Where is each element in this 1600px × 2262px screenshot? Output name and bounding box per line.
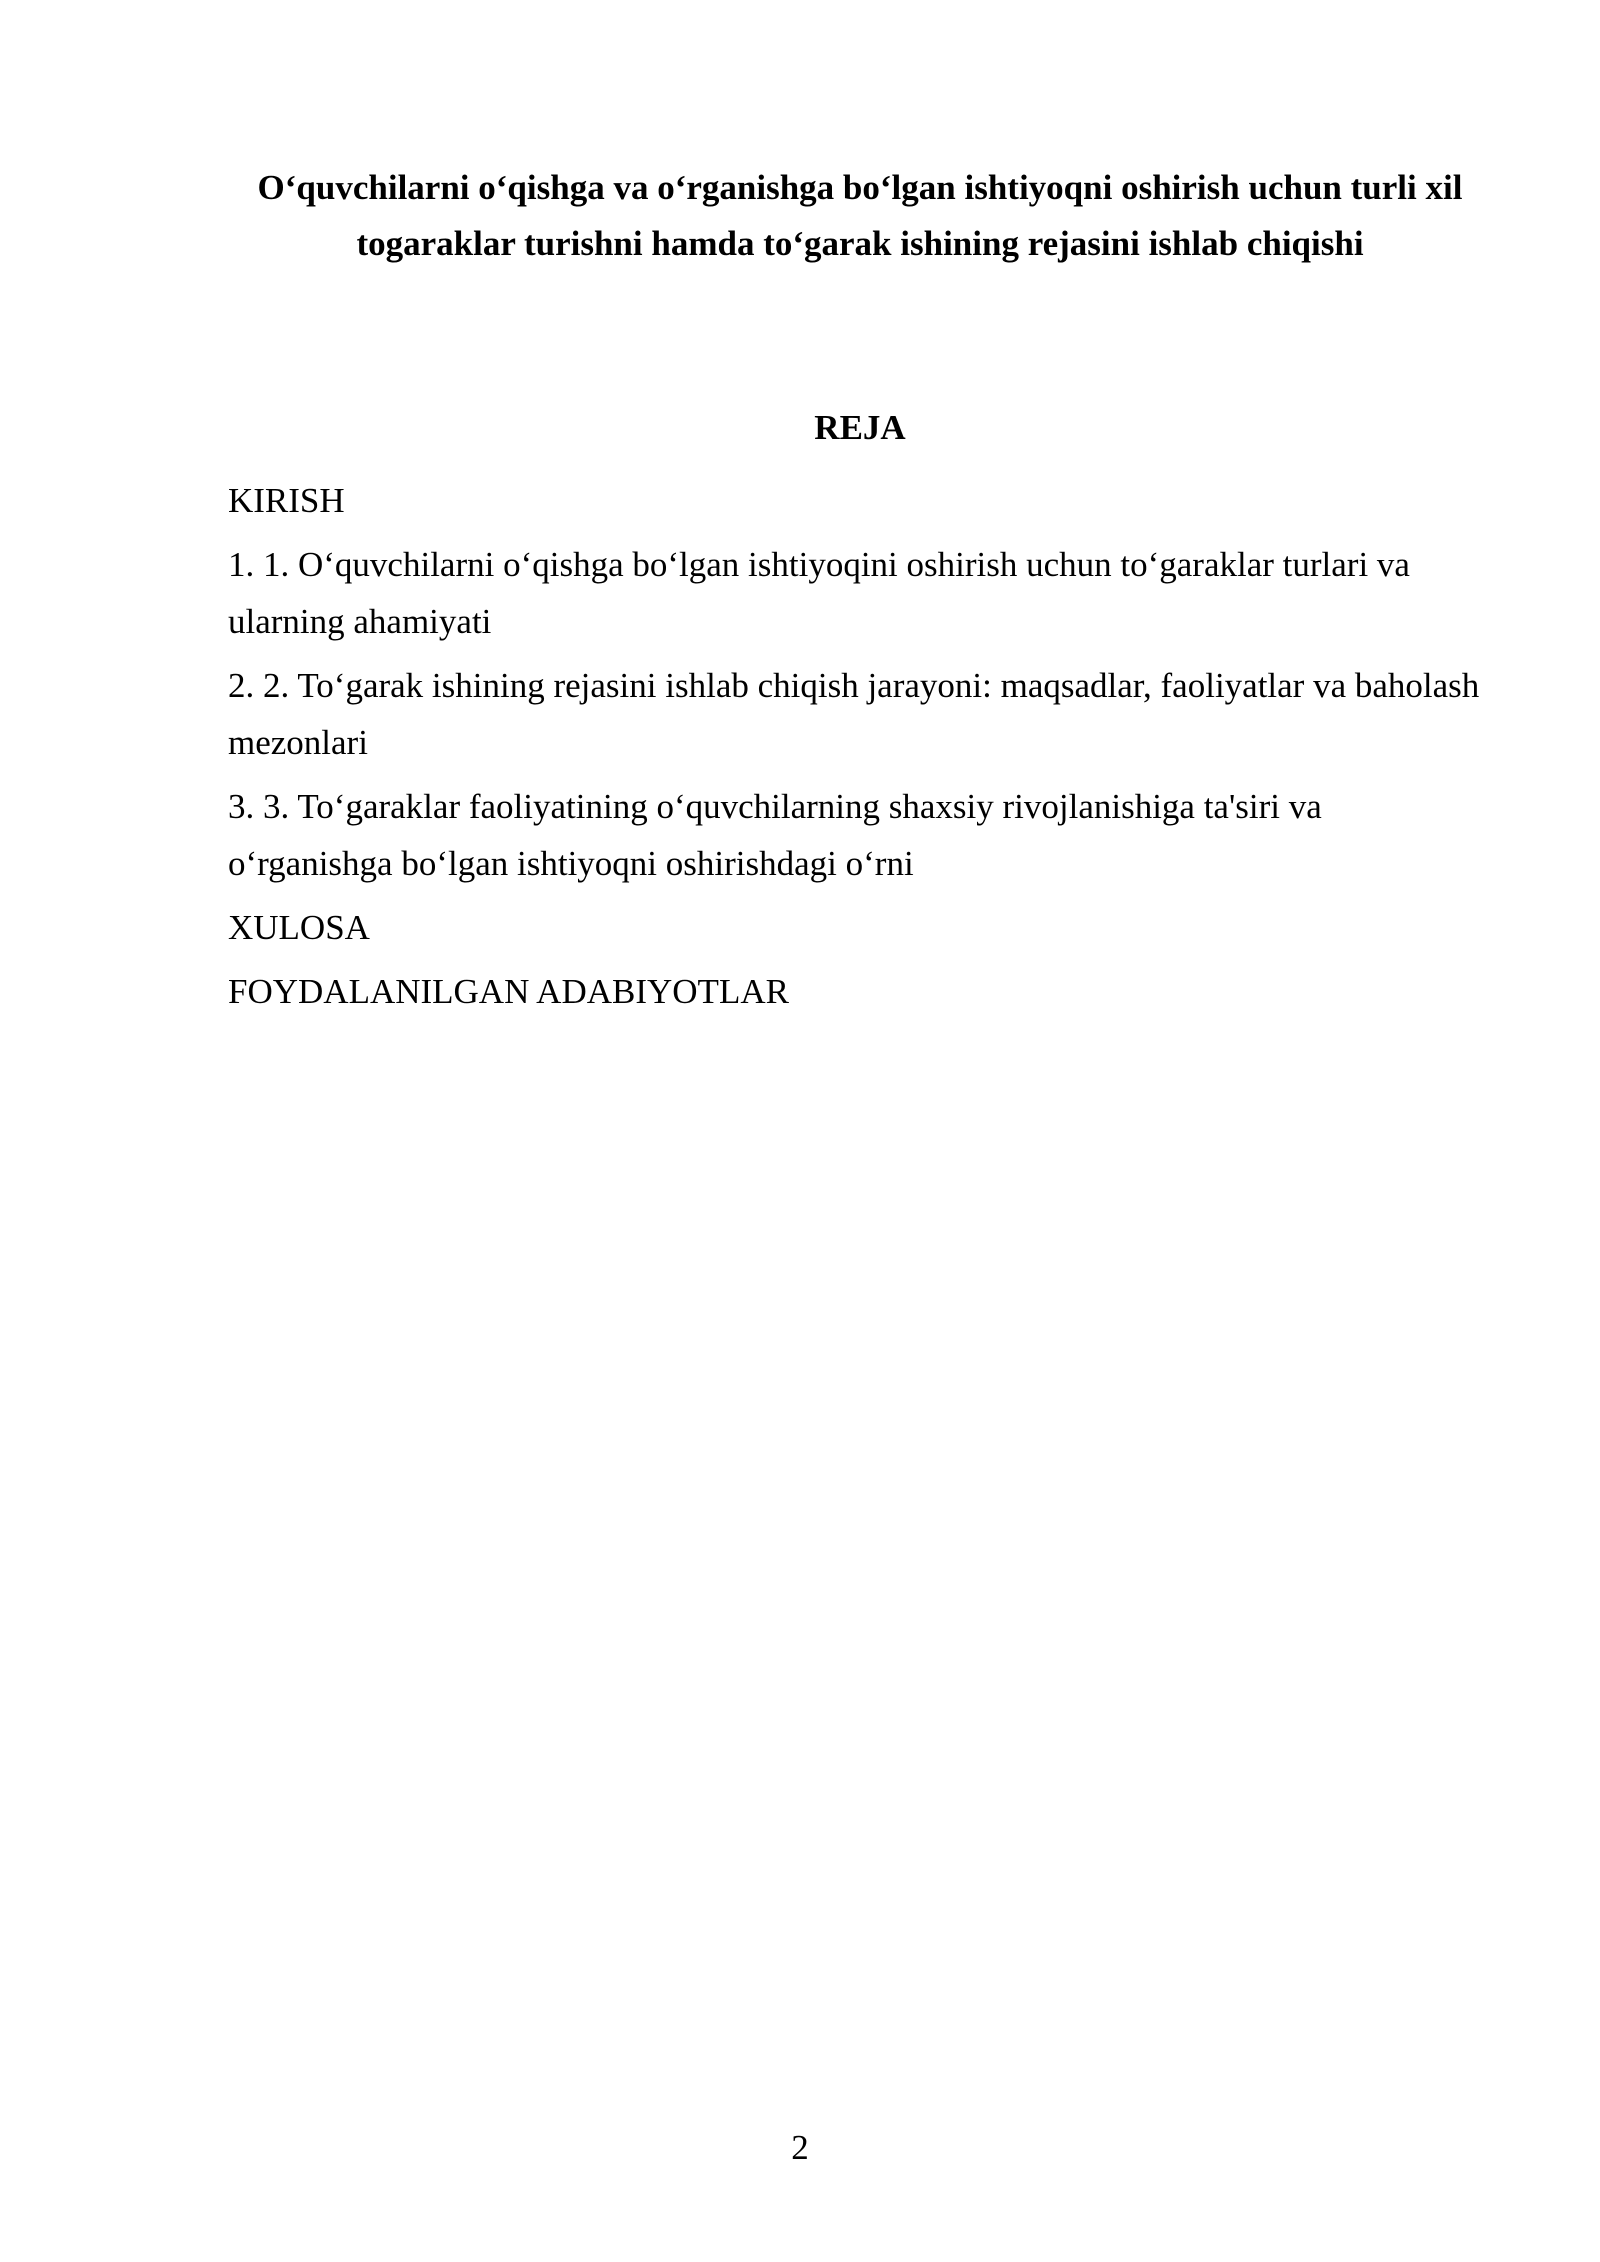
plan-heading: REJA: [814, 408, 906, 447]
toc-item-conclusion: XULOSA: [228, 908, 370, 947]
toc-item-3: 3. 3. To‘garaklar faoliyatining o‘quvchilarning shaxsiy rivojlanishiga ta'siri va o‘rganishga bo‘lgan ishtiyoqni oshirishdagi o‘rni: [228, 787, 1322, 883]
toc-item-1: 1. 1. O‘quvchilarni o‘qishga bo‘lgan ishtiyoqini oshirish uchun to‘garaklar turlari va ularning ahamiyati: [228, 545, 1410, 641]
table-of-contents: [228, 472, 1492, 1027]
toc-item-2: 2. 2. To‘garak ishining rejasini ishlab chiqish jarayoni: maqsadlar, faoliyatlar va baholash mezonlari: [228, 666, 1480, 762]
toc-item-references: FOYDALANILGAN ADABIYOTLAR: [228, 972, 789, 1011]
document-title: O‘quvchilarni o‘qishga va o‘rganishga bo‘lgan ishtiyoqni oshirish uchun turli xil togaraklar turishni hamda to‘garak ishining rejasini ishlab chiqishi: [257, 168, 1463, 263]
page-number: 2: [791, 2128, 809, 2167]
toc-item-introduction: KIRISH: [228, 481, 345, 520]
